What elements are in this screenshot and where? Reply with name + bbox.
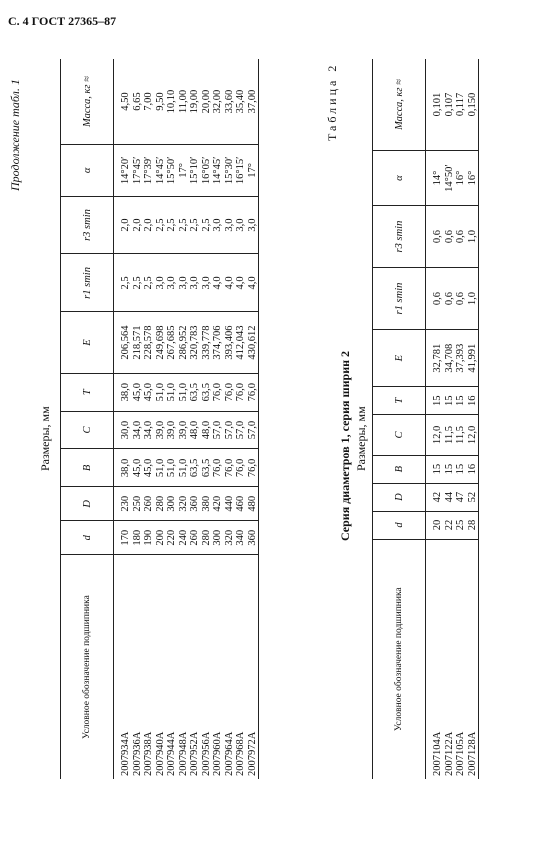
table-cell: 11,00 — [178, 59, 190, 145]
table-cell: 63,5 — [201, 373, 213, 411]
table-cell: 42 — [426, 483, 444, 511]
table-cell: 2007952A — [189, 731, 200, 776]
sizes-label-2: Размеры, мм — [354, 406, 368, 471]
table-cell: 76,0 — [212, 373, 224, 411]
table-cell: 20 — [426, 511, 444, 539]
column-header: Условное обозначение подшипника — [373, 539, 426, 779]
table-cell: 14°45′ — [155, 145, 167, 196]
table-cell: 480 — [247, 487, 259, 521]
table-cell: 33,60 — [224, 59, 236, 145]
table-cell: 39,0 — [166, 411, 178, 449]
table-cell: 2,5 — [155, 196, 167, 254]
column-header: α — [61, 145, 114, 196]
table-cell: 48,0 — [189, 411, 201, 449]
table-cell: 17° — [178, 145, 190, 196]
table-cell: 2,0 — [132, 196, 144, 254]
table-cell: 280 — [201, 521, 213, 555]
table-cell: 3,0 — [224, 196, 236, 254]
table-row — [114, 59, 132, 779]
table-cell: 0,6 — [455, 206, 467, 268]
table-cell: 37,00 — [247, 59, 259, 145]
column-header: E — [373, 330, 426, 387]
table-cell: 45,0 — [132, 373, 144, 411]
table-cell: 16° — [455, 151, 467, 206]
table-cell: 51,0 — [155, 449, 167, 487]
table-cell: 0,6 — [444, 206, 456, 268]
table-cell: 320 — [178, 487, 190, 521]
table-cell: 360 — [247, 521, 259, 555]
table-row — [132, 59, 144, 779]
table-cell: 16°15′ — [235, 145, 247, 196]
table-cell: 25 — [455, 511, 467, 539]
continuation-label: Продолжение табл. 1 — [8, 79, 22, 191]
table-cell: 4,0 — [247, 254, 259, 312]
table-cell: 44 — [444, 483, 456, 511]
table-row — [201, 59, 213, 779]
table-cell: 11,5 — [444, 415, 456, 456]
column-header: C — [373, 415, 426, 456]
table-cell: 260 — [189, 521, 201, 555]
table-cell: 0,150 — [467, 59, 479, 151]
table-cell: 76,0 — [235, 373, 247, 411]
table-cell: 2007960A — [212, 731, 223, 776]
table-cell: 2,0 — [114, 196, 132, 254]
table-row — [444, 59, 456, 779]
table-cell: 2007105A — [455, 731, 466, 776]
table-cell: 76,0 — [235, 449, 247, 487]
table-cell: 1,0 — [467, 206, 479, 268]
table-cell: 0,6 — [426, 268, 444, 330]
table-cell: 2007122A — [443, 731, 455, 776]
table-cell: 2,5 — [189, 196, 201, 254]
table-cell: 7,00 — [143, 59, 155, 145]
table-cell: 3,0 — [178, 254, 190, 312]
table-cell: 15 — [444, 387, 456, 415]
table-cell: 51,0 — [166, 449, 178, 487]
table-cell: 2007968A — [235, 731, 246, 776]
table-cell: 4,0 — [212, 254, 224, 312]
table-cell: 51,0 — [155, 373, 167, 411]
table-row — [235, 59, 247, 779]
table-cell: 63,5 — [201, 449, 213, 487]
table-row — [155, 59, 167, 779]
table-cell: 76,0 — [247, 373, 259, 411]
table-cell: 0,101 — [426, 59, 444, 151]
table-cell: 57,0 — [235, 411, 247, 449]
table-cell: 286,952 — [178, 312, 190, 373]
table-cell: 300 — [212, 521, 224, 555]
table-2-label: Таблица 2 — [325, 62, 339, 141]
table-row — [224, 59, 236, 779]
table-cell: 2007938A — [143, 731, 154, 776]
table-cell: 17°45′ — [132, 145, 144, 196]
table-cell: 39,0 — [178, 411, 190, 449]
table-cell: 0,6 — [426, 206, 444, 268]
table-cell: 380 — [201, 487, 213, 521]
table-cell: 3,0 — [212, 196, 224, 254]
table-row — [426, 59, 444, 779]
table-cell: 2,5 — [132, 254, 144, 312]
table-cell: 2007948A — [177, 731, 189, 776]
table-cell: 230 — [114, 487, 132, 521]
table-cell: 38,0 — [114, 449, 132, 487]
table-cell: 2007104A — [432, 731, 443, 776]
table-cell: 34,708 — [444, 330, 456, 387]
column-header: C — [61, 411, 114, 449]
table-cell: 38,0 — [114, 373, 132, 411]
table-cell: 20,00 — [201, 59, 213, 145]
column-header: D — [373, 483, 426, 511]
table-cell: 2,5 — [114, 254, 132, 312]
table-cell: 12,0 — [467, 415, 479, 456]
table-cell: 267,685 — [166, 312, 178, 373]
table-cell: 228,578 — [143, 312, 155, 373]
column-header: r3 smin — [373, 206, 426, 268]
table-cell: 206,564 — [114, 312, 132, 373]
column-header: d — [61, 521, 114, 555]
table-cell: 420 — [212, 487, 224, 521]
table-cell: 240 — [178, 521, 190, 555]
column-header: E — [61, 312, 114, 373]
table-cell: 180 — [132, 521, 144, 555]
column-header: Масса, кг ≈ — [61, 59, 114, 145]
table-cell: 19,00 — [189, 59, 201, 145]
table-row — [467, 59, 479, 779]
table-cell: 17° — [247, 145, 259, 196]
table-row — [212, 59, 224, 779]
column-header: T — [373, 387, 426, 415]
table-cell: 76,0 — [224, 373, 236, 411]
table-cell: 76,0 — [224, 449, 236, 487]
table-cell: 14°50′ — [444, 151, 456, 206]
column-header: Условное обозначение подшипника — [61, 555, 114, 779]
table-cell: 0,107 — [444, 59, 456, 151]
series-title: Серия диаметров 1, серия ширин 2 — [338, 350, 352, 541]
table-cell: 15°10′ — [189, 145, 201, 196]
table-cell: 45,0 — [132, 449, 144, 487]
table-cell: 170 — [114, 521, 132, 555]
table-cell: 11,5 — [455, 415, 467, 456]
table-cell: 9,50 — [155, 59, 167, 145]
table-cell: 32,00 — [212, 59, 224, 145]
table-cell: 3,0 — [235, 196, 247, 254]
column-header: D — [61, 487, 114, 521]
table-cell: 16 — [467, 455, 479, 483]
table-cell: 32,781 — [426, 330, 444, 387]
table-cell: 12,0 — [426, 415, 444, 456]
column-header: d — [373, 511, 426, 539]
table-cell: 2,5 — [166, 196, 178, 254]
table-cell: 76,0 — [247, 449, 259, 487]
table-cell: 2,5 — [178, 196, 190, 254]
column-header: r1 smin — [61, 254, 114, 312]
table-cell: 340 — [235, 521, 247, 555]
table-cell: 51,0 — [178, 449, 190, 487]
table-cell: 51,0 — [178, 373, 190, 411]
table-cell: 220 — [166, 521, 178, 555]
table-cell: 35,40 — [235, 59, 247, 145]
table-cell: 412,043 — [235, 312, 247, 373]
table-cell: 15 — [455, 455, 467, 483]
table-cell: 280 — [155, 487, 167, 521]
table-cell: 15 — [455, 387, 467, 415]
table-cell: 0,6 — [455, 268, 467, 330]
table-cell: 339,778 — [201, 312, 213, 373]
table-cell: 2007944A — [166, 731, 177, 776]
table-cell: 460 — [235, 487, 247, 521]
table-cell: 4,0 — [235, 254, 247, 312]
table-row — [143, 59, 155, 779]
table-cell: 14° — [426, 151, 444, 206]
column-header: r3 smin — [61, 196, 114, 254]
column-header: Масса, кг ≈ — [373, 59, 426, 151]
table-cell: 0,117 — [455, 59, 467, 151]
table-cell: 2007964A — [223, 731, 235, 776]
table-cell: 374,706 — [212, 312, 224, 373]
table-cell: 22 — [444, 511, 456, 539]
table-cell: 190 — [143, 521, 155, 555]
table-row — [455, 59, 467, 779]
table-cell: 48,0 — [201, 411, 213, 449]
table-1 — [60, 59, 259, 779]
table-cell: 34,0 — [132, 411, 144, 449]
table-row — [166, 59, 178, 779]
table-cell: 15°30′ — [224, 145, 236, 196]
table-cell: 4,0 — [224, 254, 236, 312]
table-cell: 3,0 — [166, 254, 178, 312]
table-cell: 63,5 — [189, 449, 201, 487]
table-cell: 2007972A — [246, 731, 258, 776]
table-cell: 2007956A — [200, 731, 212, 776]
table-cell: 260 — [143, 487, 155, 521]
table-cell: 45,0 — [143, 449, 155, 487]
table-cell: 17°39′ — [143, 145, 155, 196]
table-cell: 360 — [189, 487, 201, 521]
table-cell: 16°05′ — [201, 145, 213, 196]
table-cell: 2007934A — [120, 731, 131, 776]
table-cell: 41,991 — [467, 330, 479, 387]
column-header: B — [373, 455, 426, 483]
column-header: α — [373, 151, 426, 206]
table-cell: 300 — [166, 487, 178, 521]
table-cell: 57,0 — [224, 411, 236, 449]
table-row — [189, 59, 201, 779]
table-cell: 57,0 — [247, 411, 259, 449]
header-row — [61, 59, 114, 779]
table-cell: 2007940A — [154, 731, 166, 776]
table-cell: 15°50′ — [166, 145, 178, 196]
table-cell: 45,0 — [143, 373, 155, 411]
table-cell: 2,0 — [143, 196, 155, 254]
table-cell: 15 — [426, 455, 444, 483]
table-cell: 51,0 — [166, 373, 178, 411]
table-cell: 47 — [455, 483, 467, 511]
table-cell: 6,65 — [132, 59, 144, 145]
table-cell: 430,612 — [247, 312, 259, 373]
table-cell: 3,0 — [189, 254, 201, 312]
table-2 — [372, 59, 479, 779]
table-cell: 249,698 — [155, 312, 167, 373]
column-header: B — [61, 449, 114, 487]
table-cell: 37,393 — [455, 330, 467, 387]
column-header: T — [61, 373, 114, 411]
page-header: С. 4 ГОСТ 27365–87 — [8, 14, 117, 28]
table-cell: 52 — [467, 483, 479, 511]
column-header: r1 smin — [373, 268, 426, 330]
table-cell: 10,10 — [166, 59, 178, 145]
table-cell: 15 — [426, 387, 444, 415]
table-row — [178, 59, 190, 779]
table-cell: 2007936A — [131, 731, 143, 776]
table-cell: 1,0 — [467, 268, 479, 330]
table-cell: 320 — [224, 521, 236, 555]
table-cell: 200 — [155, 521, 167, 555]
table-cell: 2007128A — [466, 731, 478, 776]
table-cell: 14°45′ — [212, 145, 224, 196]
table-cell: 63,5 — [189, 373, 201, 411]
table-cell: 320,783 — [189, 312, 201, 373]
table-cell: 3,0 — [155, 254, 167, 312]
table-cell: 440 — [224, 487, 236, 521]
sizes-label-1: Размеры, мм — [38, 406, 52, 471]
header-row — [373, 59, 426, 779]
table-cell: 3,0 — [247, 196, 259, 254]
table-cell: 2,5 — [143, 254, 155, 312]
table-cell: 393,406 — [224, 312, 236, 373]
table-cell: 30,0 — [114, 411, 132, 449]
table-cell: 4,50 — [114, 59, 132, 145]
table-cell: 3,0 — [201, 254, 213, 312]
table-row — [247, 59, 259, 779]
table-cell: 16 — [467, 387, 479, 415]
table-cell: 218,571 — [132, 312, 144, 373]
table-cell: 15 — [444, 455, 456, 483]
table-cell: 0,6 — [444, 268, 456, 330]
table-cell: 57,0 — [212, 411, 224, 449]
table-cell: 2,5 — [201, 196, 213, 254]
table-cell: 76,0 — [212, 449, 224, 487]
table-cell: 250 — [132, 487, 144, 521]
table-cell: 39,0 — [155, 411, 167, 449]
table-cell: 34,0 — [143, 411, 155, 449]
table-cell: 16° — [467, 151, 479, 206]
table-cell: 14°20′ — [114, 145, 132, 196]
table-cell: 28 — [467, 511, 479, 539]
